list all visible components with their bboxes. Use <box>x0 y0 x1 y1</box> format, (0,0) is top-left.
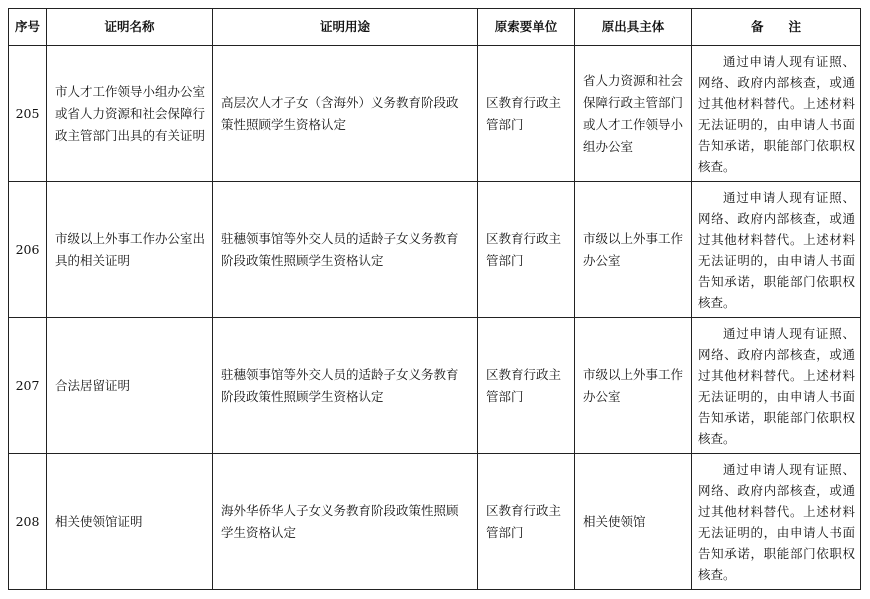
row-certificate-name: 相关使领馆证明 <box>47 454 213 590</box>
row-seq: 205 <box>9 46 47 182</box>
header-issuing-body: 原出具主体 <box>575 9 692 46</box>
row-seq: 207 <box>9 318 47 454</box>
header-requesting-unit: 原索要单位 <box>478 9 575 46</box>
table-row <box>9 46 861 182</box>
row-requesting-unit: 区教育行政主管部门 <box>478 182 575 318</box>
row-seq: 208 <box>9 454 47 590</box>
row-issuing-body: 市级以上外事工作办公室 <box>575 318 692 454</box>
row-certificate-name: 合法居留证明 <box>47 318 213 454</box>
row-remark: 通过申请人现有证照、网络、政府内部核查，或通过其他材料替代。上述材料无法证明的，由申请人书面告知承诺，职能部门依职权核查。 <box>692 46 861 182</box>
row-requesting-unit: 区教育行政主管部门 <box>478 318 575 454</box>
row-requesting-unit: 区教育行政主管部门 <box>478 46 575 182</box>
row-certificate-name: 市人才工作领导小组办公室或省人力资源和社会保障行政主管部门出具的有关证明 <box>47 46 213 182</box>
table-row <box>9 318 861 454</box>
row-remark: 通过申请人现有证照、网络、政府内部核查，或通过其他材料替代。上述材料无法证明的，由申请人书面告知承诺，职能部门依职权核查。 <box>692 182 861 318</box>
row-seq: 206 <box>9 182 47 318</box>
row-issuing-body: 相关使领馆 <box>575 454 692 590</box>
row-issuing-body: 市级以上外事工作办公室 <box>575 182 692 318</box>
row-issuing-body: 省人力资源和社会保障行政主管部门或人才工作领导小组办公室 <box>575 46 692 182</box>
row-certificate-purpose: 海外华侨华人子女义务教育阶段政策性照顾学生资格认定 <box>213 454 478 590</box>
row-remark: 通过申请人现有证照、网络、政府内部核查，或通过其他材料替代。上述材料无法证明的，由申请人书面告知承诺，职能部门依职权核查。 <box>692 454 861 590</box>
header-certificate-purpose: 证明用途 <box>213 9 478 46</box>
row-requesting-unit: 区教育行政主管部门 <box>478 454 575 590</box>
table-row <box>9 182 861 318</box>
row-certificate-purpose: 驻穗领事馆等外交人员的适龄子女义务教育阶段政策性照顾学生资格认定 <box>213 182 478 318</box>
row-remark: 通过申请人现有证照、网络、政府内部核查，或通过其他材料替代。上述材料无法证明的，由申请人书面告知承诺，职能部门依职权核查。 <box>692 318 861 454</box>
row-certificate-name: 市级以上外事工作办公室出具的相关证明 <box>47 182 213 318</box>
header-certificate-name: 证明名称 <box>47 9 213 46</box>
row-certificate-purpose: 驻穗领事馆等外交人员的适龄子女义务教育阶段政策性照顾学生资格认定 <box>213 318 478 454</box>
header-remark: 备 注 <box>692 9 861 46</box>
certificate-table <box>8 8 861 590</box>
row-certificate-purpose: 高层次人才子女（含海外）义务教育阶段政策性照顾学生资格认定 <box>213 46 478 182</box>
table-row <box>9 454 861 590</box>
header-seq: 序号 <box>9 9 47 46</box>
table-header-row <box>9 9 861 46</box>
